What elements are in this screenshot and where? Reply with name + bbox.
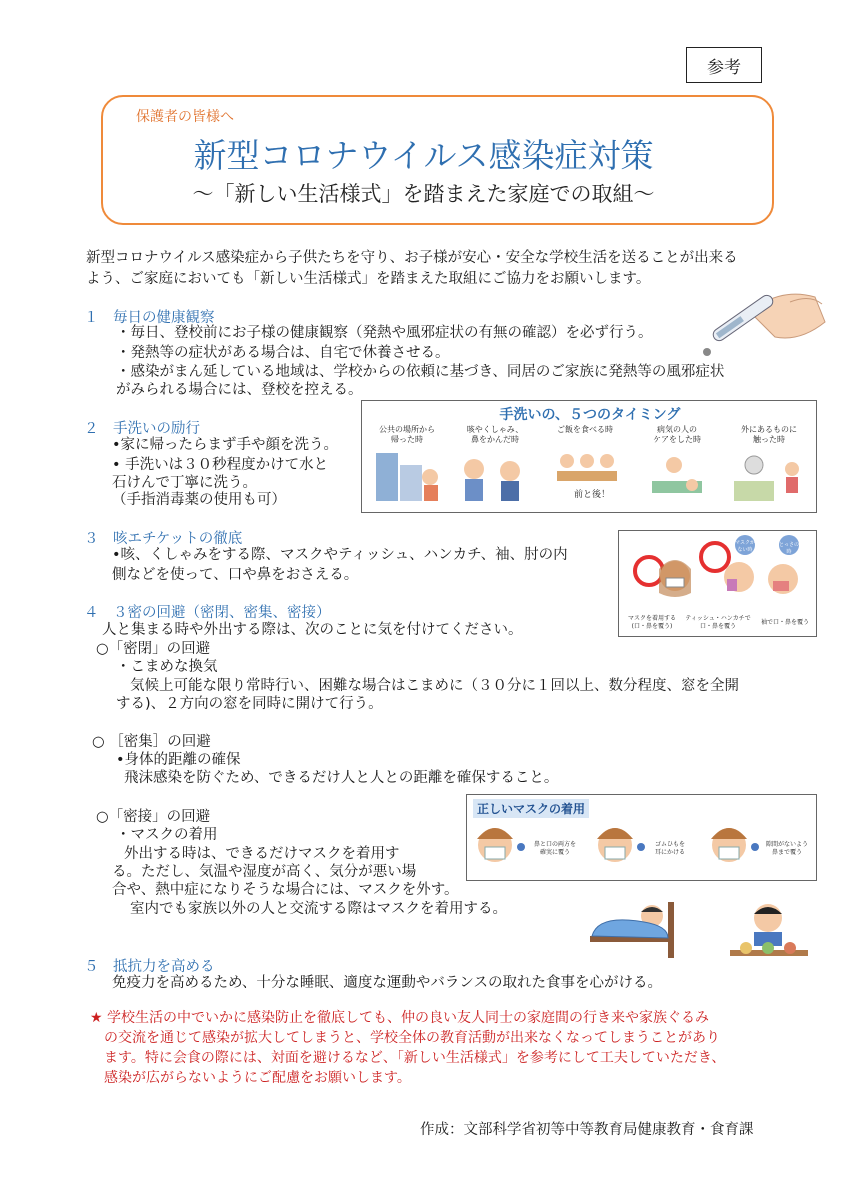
cough-caption: ティッシュ・ハンカチで 口・鼻を覆う: [685, 615, 751, 630]
close-contact-line: 外出する時は、できるだけマスクを着用す: [124, 846, 400, 862]
section-1-heading: １ 毎日の健康観察: [84, 310, 215, 326]
cough-caption: マスクを着用する (口・鼻を覆う): [627, 615, 676, 630]
intro-line-2: よう、ご家庭においても「新しい生活様式」を踏まえた取組にご協力をお願いします。: [86, 271, 651, 287]
mask-step-caption: 隙間がないよう 鼻まで覆う: [765, 841, 808, 856]
author-credit: 作成：文部科学省初等中等教育局健康教育・食育課: [420, 1122, 754, 1138]
timing-caption: 公共の場所から 帰った時: [379, 425, 435, 444]
section-2-line: •家に帰ったらまず手や顔を洗う。: [112, 437, 339, 453]
timing-caption: 咳やくしゃみ、 鼻をかんだ時: [466, 425, 524, 444]
caution-note: [90, 1008, 725, 1088]
crowded-sub: •身体的距離の確保: [116, 752, 241, 768]
caution-note-line: 感染が広がらないようにご配慮をお願いします。: [104, 1070, 411, 1086]
handwashing-scenes-icon: [362, 447, 817, 513]
caution-note-line: ます。特に会食の際には、対面を避けるなど、「新しい生活様式」を参考にして工夫していただき、: [104, 1050, 726, 1066]
timing-caption: ご飯を食べる時: [557, 425, 613, 434]
closed-space-sub: ・こまめな換気: [116, 659, 218, 675]
section-1-line: ・毎日、登校前にお子様の健康観察（発熱や風邪症状の有無の確認）を必ず行う。: [116, 325, 653, 341]
section-5-line: 免疫力を高めるため、十分な睡眠、適度な運動やバランスの取れた食事を心がける。: [112, 975, 662, 991]
page-title: 新型コロナウイルス感染症対策: [193, 136, 654, 175]
close-contact-title: ○「密接」の回避: [96, 809, 211, 825]
caution-note-line: の交流を通じて感染が拡大してしまうと、学校全体の教育活動が出来なくなってしまうことがあり: [104, 1030, 720, 1046]
mask-wearing-illustration: [466, 794, 817, 881]
section-2-line: （手指消毒薬の使用も可）: [112, 492, 286, 508]
page-subtitle: 〜「新しい生活様式」を踏まえた家庭での取組〜: [192, 182, 655, 206]
mask-step-caption: ゴムひもを 耳にかける: [654, 841, 685, 856]
cough-etiquette-illustration: [618, 530, 817, 637]
section-2-heading: ２ 手洗いの励行: [84, 421, 200, 437]
closed-space-title: ○「密閉」の回避: [96, 641, 211, 657]
close-contact-sub: ・マスクの着用: [116, 827, 218, 843]
caution-note-line: ★ 学校生活の中でいかに感染防止を徹底しても、仲の良い友人同士の家庭間の行き来や家族ぐるみ: [90, 1010, 709, 1026]
mask-step-caption: 鼻と口の両方を 確実に覆う: [533, 841, 576, 856]
section-1-line: ・発熱等の症状がある場合は、自宅で休養させる。: [116, 345, 450, 361]
thermometer-hand-icon: [690, 282, 830, 362]
section-3-line: •咳、くしゃみをする際、マスクやティッシュ、ハンカチ、袖、肘の内: [112, 547, 568, 563]
timing-caption: 病気の人の ケアをした時: [653, 425, 701, 444]
sleeping-child-icon: [588, 896, 688, 966]
mask-illus-title: 正しいマスクの着用: [473, 799, 589, 818]
intro-line-1: 新型コロナウイルス感染症から子供たちを守り、お子様が安心・安全な学校生活を送ることが出来る: [86, 250, 738, 266]
section-2-line: • 手洗いは３０秒程度かけて水と: [112, 457, 329, 473]
close-contact-line: 合や、熱中症になりそうな場合には、マスクを外す。: [112, 882, 459, 898]
handwashing-timing-illustration: [361, 400, 817, 513]
crowded-line: 飛沫感染を防ぐため、できるだけ人と人との距離を確保すること。: [124, 770, 559, 786]
section-4-heading: ４ ３密の回避（密閉、密集、密接）: [84, 605, 331, 621]
no-mask-bubble: マスクがない時: [734, 540, 755, 553]
closed-space-line: する)、２方向の窓を同時に開けて行う。: [116, 696, 383, 712]
section-1-line: ・感染がまん延している地域は、学校からの依頼に基づき、同居のご家族に発熱等の風邪症状: [116, 364, 725, 380]
section-2-line: 石けんで丁寧に洗う。: [112, 475, 257, 491]
crowded-title: ○ ［密集］の回避: [92, 734, 211, 750]
audience-label: 保護者の皆様へ: [136, 109, 234, 125]
handwashing-illus-title: 手洗いの、５つのタイミング: [499, 407, 681, 423]
close-contact-line: 室内でも家族以外の人と交流する際はマスクを着用する。: [130, 901, 507, 917]
svg-text:前と後！: 前と後！: [574, 490, 611, 500]
section-5-heading: ５ 抵抗力を高める: [84, 959, 215, 975]
section-3-line: 側などを使って、口や鼻をおさえる。: [112, 567, 359, 583]
eating-child-icon: [724, 898, 812, 968]
section-4-intro: 人と集まる時や外出する際は、次のことに気を付けてください。: [102, 622, 523, 638]
section-1-line: がみられる場合には、登校を控える。: [116, 382, 363, 398]
closed-space-line: 気候上可能な限り常時行い、困難な場合はこまめに（３０分に１回以上、数分程度、窓を全開: [130, 678, 739, 694]
close-contact-line: る。ただし、気温や湿度が高く、気分が悪い場: [112, 864, 417, 880]
timing-caption: 外にあるものに 触った時: [741, 425, 797, 444]
section-3-heading: ３ 咳エチケットの徹底: [84, 531, 243, 547]
sudden-bubble: とっさの時: [779, 542, 799, 555]
reference-label: 参考: [686, 47, 762, 83]
cough-caption: 袖で口・鼻を覆う: [760, 619, 809, 626]
